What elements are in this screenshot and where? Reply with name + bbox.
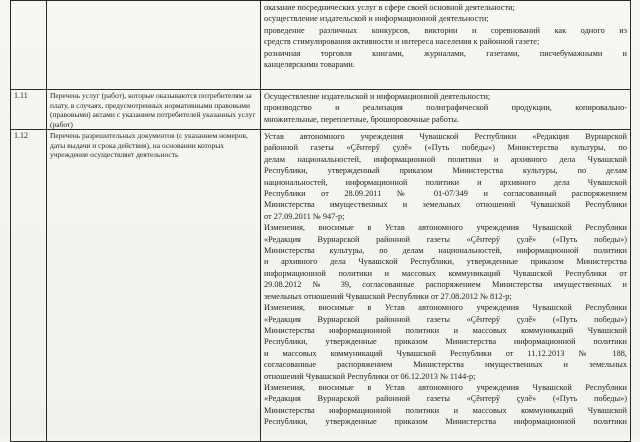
table-row [11,90,631,130]
value-line: информационной политики и массовых коммуникаций Чувашской Республики от [264,268,627,278]
value-line: Министерства информационной политики и массовых коммуникаций Чувашской [264,405,627,415]
info-table [10,0,631,442]
row-number-cell: 1.12 [11,130,47,442]
value-line: Осуществление издательской и информационной деятельности; [264,92,491,101]
value-line: и массовых коммуникаций Чувашской Республики от 11.12.2013 № 188, [264,348,627,358]
value-line: национальностей, информационной политики и архивного дела Чувашской [264,177,627,187]
value-line: оказание посреднических услуг в сфере своей основной деятельности; [264,3,515,12]
value-line: средств стимулирования активности и интереса населения к районной газете; [264,37,540,47]
row-value-cell [261,1,631,90]
row-value-cell [261,130,631,442]
value-line: и архивного дела Чувашской Республики, утвержденные приказом Министерства [264,257,627,267]
value-line: Министерства культуры, по делам национальностей, информационной политики [264,246,627,256]
row-name-cell [47,1,261,90]
value-line: земельных отношений Чувашской Республики от 27.08.2012 № 812-р; [264,291,512,301]
table-row [11,130,631,442]
value-line: Устав автономного учреждения Чувашской Республики «Редакция Вурнарской [264,132,627,141]
value-line: согласованные распоряжением Министерства имущественных и земельных [264,360,627,370]
value-line: делам национальностей, информационной политики и архивного дела Чувашской [264,154,627,164]
value-line: Республики, утвержденные приказом Министерства информационной политики [264,337,627,347]
value-line: районной газеты «Çěнтерӳ çулě» («Путь победы») Министерства культуры, по [264,143,627,153]
value-line: отношений Чувашской Республики от 06.12.2013 № 1144-р; [264,371,476,381]
value-line: Республики от 28.09.2011 № 01-07/349 и согласованный распоряжением [264,189,627,199]
value-line: от 27.09.2011 № 947-р; [264,211,345,221]
value-line: проведение различных конкурсов, викторин и соревнований как одного из [264,25,627,35]
row-number-cell: 1.11 [11,90,47,130]
value-line: «Редакция Вурнарской районной газеты «Çěнтерӳ çулě» («Путь победы») [264,314,627,324]
row-number-cell [11,1,47,90]
value-line: Республики, утвержденный приказом Министерства культуры, по делам [264,166,627,176]
row-name-cell: Перечень разрешительных документов (с указанием номеров, даты выдачи и срока действия), на основании которых учреждение осуществляет деятельность [47,130,261,442]
value-line: Министерства имущественных и земельных отношений Чувашской Республики [264,200,627,210]
value-line: Изменения, вносимые в Устав автономного учреждения Чувашской Республики [264,303,627,313]
table-row [11,1,631,90]
value-line: 29.08.2012 № 39, согласованные распоряжением Министерства имущественных и [264,280,627,290]
value-line: канцелярскими товарами. [264,60,355,70]
value-line: «Редакция Вурнарской районной газеты «Çěнтерӳ çулě» («Путь победы») [264,234,627,244]
value-line: множительные, переплетные, брошюровочные работы. [264,114,460,124]
value-line: Министерства информационной политики и массовых коммуникаций Чувашской [264,325,627,335]
value-line: Республики, утвержденные приказом Министерства информационной политики [264,417,627,427]
value-line: осуществление издательской и информационной деятельности; [264,14,489,24]
value-line: Изменения, вносимые в Устав автономного учреждения Чувашской Республики [264,223,627,233]
value-line: «Редакция Вурнарской районной газеты «Çěнтерӳ çулě» («Путь победы») [264,394,627,404]
row-value-cell [261,90,631,130]
value-line: производство и реализация полиграфической продукции, копировально- [264,103,627,113]
value-line: розничная торговля книгами, журналами, газетами, писчебумажными и [264,48,627,58]
row-name-cell: Перечень услуг (работ), которые оказываются потребителям за плату, в случаях, предусмотренных нормативными правовыми (правовыми) актами с указанием потребителей указанных услуг (работ) [47,90,261,130]
value-line: Изменения, вносимые в Устав автономного учреждения Чувашской Республики [264,382,627,392]
